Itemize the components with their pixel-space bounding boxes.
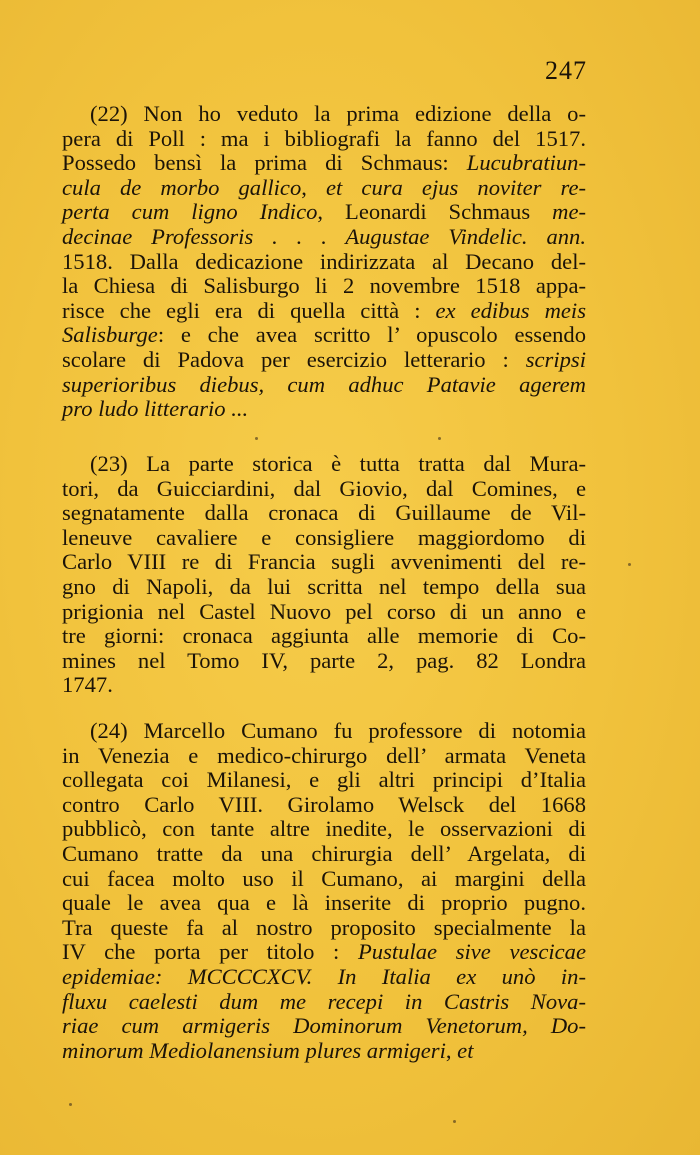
italic-text: superioribus diebus, cum adhuc Patavie agerem bbox=[62, 371, 586, 397]
print-speck bbox=[438, 437, 441, 440]
print-speck bbox=[69, 1103, 72, 1106]
print-speck bbox=[628, 563, 631, 566]
text-run: cui facea molto uso il Cumano, ai margini della bbox=[62, 865, 586, 891]
italic-text: fluxu caelesti dum me recepi in Castris Nova- bbox=[62, 988, 586, 1014]
text-line bbox=[62, 452, 586, 477]
text-line bbox=[62, 373, 586, 398]
text-run: 1518. Dalla dedicazione indirizzata al Decano del- bbox=[62, 248, 586, 274]
text-line bbox=[62, 817, 586, 842]
text-run: 1747. bbox=[62, 672, 113, 698]
text-run: pera di Poll : ma i bibliografi la fanno del 1517. bbox=[62, 125, 586, 151]
italic-text: decinae Professoris . . . Augustae Vindelic. ann. bbox=[62, 223, 586, 249]
text-line bbox=[62, 200, 586, 225]
text-line bbox=[62, 793, 586, 818]
text-run: gno di Napoli, da lui scritta nel tempo della sua bbox=[62, 573, 586, 599]
italic-text: epidemiae: MCCCCXCV. In Italia ex unò in- bbox=[62, 963, 586, 989]
italic-text: Lucubratiun- bbox=[466, 150, 586, 176]
footnote-24 bbox=[62, 719, 586, 1063]
text-line bbox=[62, 176, 586, 201]
text-run: la Chiesa di Salisburgo li 2 novembre 1518 appa- bbox=[62, 273, 586, 299]
text-line bbox=[62, 600, 586, 625]
text-run: contro Carlo VIII. Girolamo Welsck del 1668 bbox=[62, 791, 586, 817]
text-run: quale le avea qua e là inserite di proprio pugno. bbox=[62, 890, 586, 916]
text-run: collegata coi Milanesi, e gli altri principi d’Italia bbox=[62, 767, 586, 793]
text-run: risce che egli era di quella città : bbox=[62, 297, 436, 323]
text-line bbox=[62, 867, 586, 892]
text-line bbox=[62, 323, 586, 348]
text-run: , bbox=[301, 174, 327, 200]
italic-text: cula de morbo gallico bbox=[62, 174, 302, 200]
text-run: , Leonardi Schmaus bbox=[317, 199, 553, 225]
page-number: 247 bbox=[545, 56, 587, 85]
text-line bbox=[62, 225, 586, 250]
italic-text: perta cum ligno Indico bbox=[62, 199, 318, 225]
footnote-22 bbox=[62, 102, 586, 422]
text-line bbox=[62, 719, 586, 744]
text-run: : e che avea scritto l’ opuscolo essendo bbox=[157, 322, 586, 348]
text-line bbox=[62, 842, 586, 867]
text-line bbox=[62, 397, 586, 422]
text-line bbox=[62, 151, 586, 176]
text-run: (22) Non ho veduto la prima edizione della o- bbox=[90, 101, 586, 126]
text-line bbox=[62, 649, 586, 674]
text-line bbox=[62, 250, 586, 275]
text-line bbox=[62, 965, 586, 990]
text-run: leneuve cavaliere e consigliere maggiordomo di bbox=[62, 524, 586, 550]
text-line bbox=[62, 348, 586, 373]
text-run: tori, da Guicciardini, dal Giovio, dal Comines, e bbox=[62, 475, 586, 501]
text-line bbox=[62, 299, 586, 324]
italic-text: scripsi bbox=[525, 346, 586, 372]
text-run: IV che porta per titolo : bbox=[62, 939, 358, 965]
italic-text: riae cum armigeris Dominorum Venetorum, Do- bbox=[62, 1013, 586, 1039]
text-line bbox=[62, 575, 586, 600]
text-line bbox=[62, 744, 586, 769]
text-run: Tra queste fa al nostro proposito specialmente la bbox=[62, 914, 586, 940]
text-run: Cumano tratte da una chirurgia dell’ Argelata, di bbox=[62, 840, 586, 866]
text-run: pubblicò, con tante altre inedite, le osservazioni di bbox=[62, 816, 586, 842]
text-line bbox=[62, 768, 586, 793]
italic-text: minorum Mediolanensium plures armigeri bbox=[62, 1037, 446, 1063]
italic-text: pro ludo litterario ... bbox=[62, 396, 249, 422]
text-run: scolare di Padova per esercizio letterario : bbox=[62, 346, 526, 372]
text-run: (24) Marcello Cumano fu professore di notomia bbox=[90, 718, 586, 743]
italic-text: et bbox=[457, 1037, 474, 1063]
text-line bbox=[62, 274, 586, 299]
italic-text: et cura ejus noviter re- bbox=[326, 174, 587, 200]
text-line bbox=[62, 1014, 586, 1039]
text-run: (23) La parte storica è tutta tratta dal Mura- bbox=[90, 451, 586, 476]
text-line bbox=[62, 526, 586, 551]
text-line bbox=[62, 102, 586, 127]
text-line bbox=[62, 127, 586, 152]
text-line bbox=[62, 940, 586, 965]
print-speck bbox=[255, 437, 258, 440]
italic-text: Pustulae sive vescicae bbox=[357, 939, 586, 965]
text-line bbox=[62, 673, 586, 698]
italic-text: me- bbox=[552, 199, 586, 225]
text-line bbox=[62, 550, 586, 575]
text-line bbox=[62, 891, 586, 916]
text-line bbox=[62, 477, 586, 502]
text-run: segnatamente dalla cronaca di Guillaume de Vil- bbox=[62, 500, 586, 526]
print-speck bbox=[453, 1120, 456, 1123]
footnote-23 bbox=[62, 452, 586, 698]
text-line bbox=[62, 624, 586, 649]
text-line bbox=[62, 1039, 586, 1064]
text-run: in Venezia e medico-chirurgo dell’ armata Veneta bbox=[62, 742, 586, 768]
italic-text: ex edibus meis bbox=[435, 297, 586, 323]
text-run: , bbox=[445, 1037, 458, 1063]
text-run: Possedo bensì la prima di Schmaus: bbox=[62, 150, 467, 176]
text-run: prigionia nel Castel Nuovo pel corso di un anno e bbox=[62, 598, 586, 624]
text-line bbox=[62, 990, 586, 1015]
text-run: tre giorni: cronaca aggiunta alle memorie di Co- bbox=[62, 623, 586, 649]
text-line bbox=[62, 916, 586, 941]
text-run: Carlo VIII re di Francia sugli avvenimenti del re- bbox=[62, 549, 586, 575]
italic-text: Salisburge bbox=[62, 322, 158, 348]
text-run: mines nel Tomo IV, parte 2, pag. 82 Londra bbox=[62, 647, 586, 673]
text-line bbox=[62, 501, 586, 526]
